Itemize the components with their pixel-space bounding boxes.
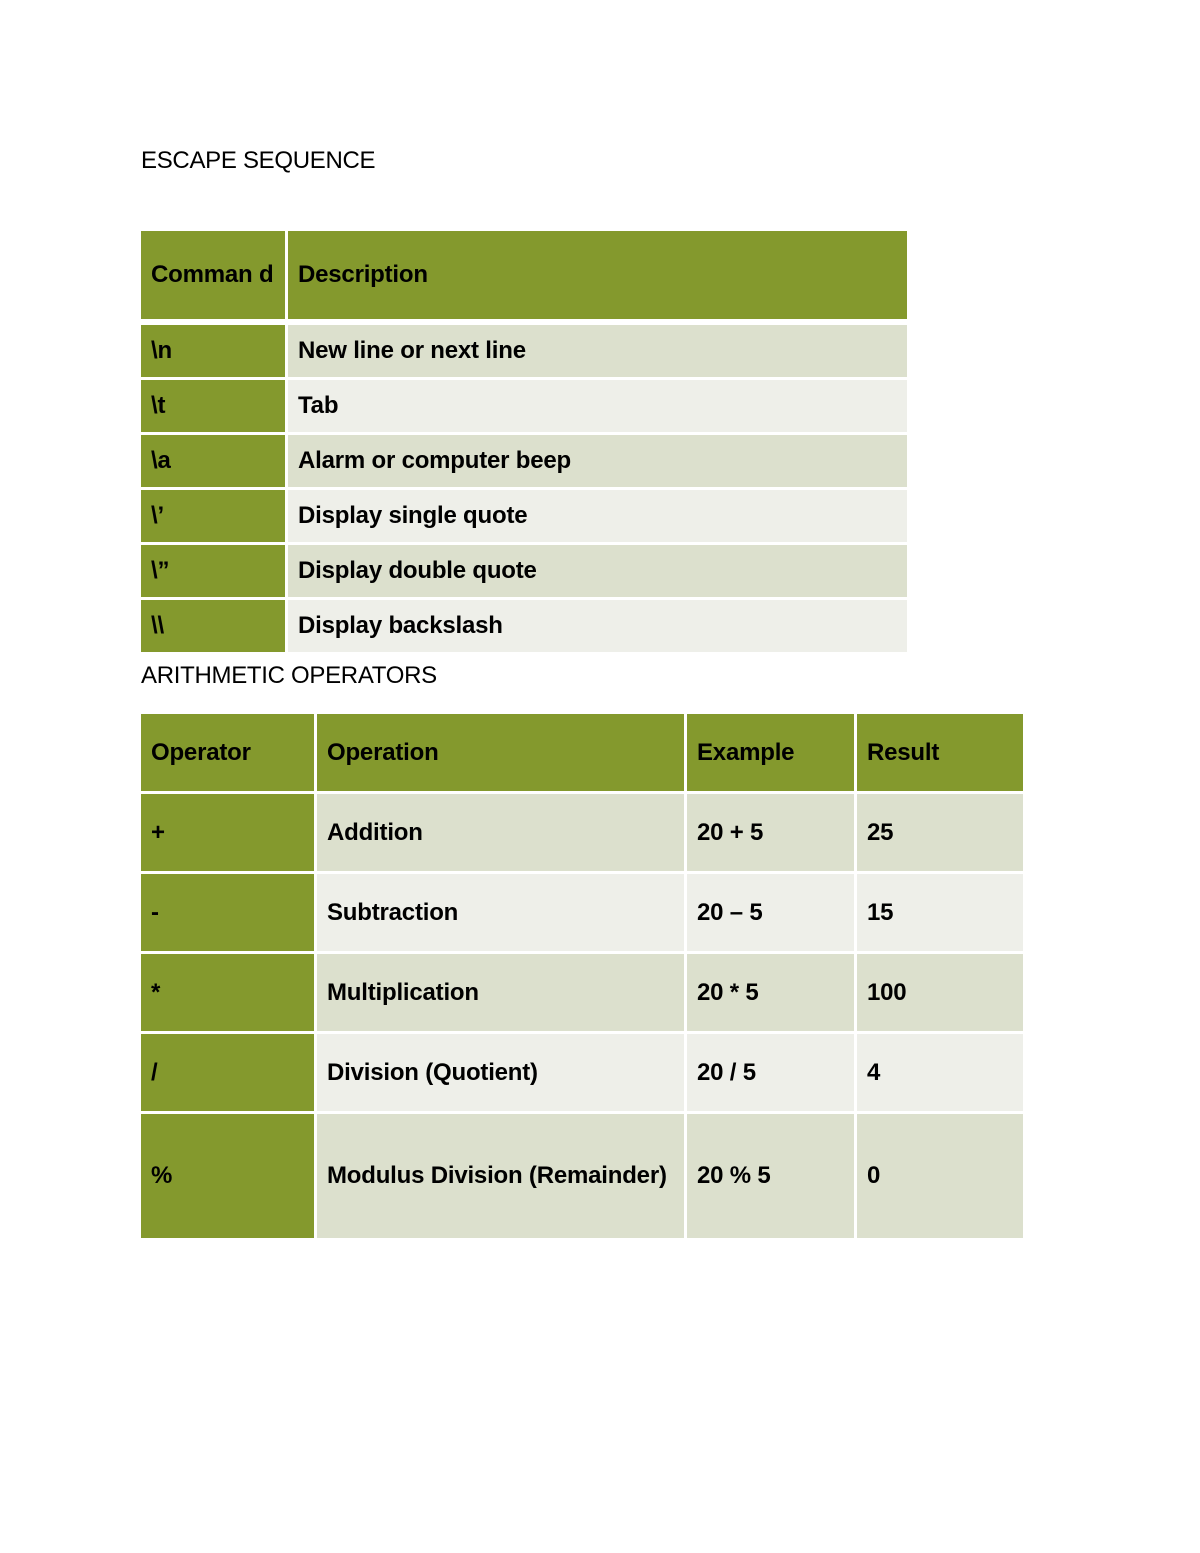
escape-sequence-heading: ESCAPE SEQUENCE bbox=[141, 147, 376, 174]
operator-cell: % bbox=[141, 1114, 314, 1238]
table-row bbox=[141, 794, 1023, 871]
example-cell: 20 / 5 bbox=[687, 1034, 854, 1111]
arithmetic-table-header bbox=[141, 714, 1023, 791]
example-cell: 20 – 5 bbox=[687, 874, 854, 951]
operation-cell: Division (Quotient) bbox=[317, 1034, 684, 1111]
table-row bbox=[141, 490, 907, 542]
table-row bbox=[141, 545, 907, 597]
result-column-header: Result bbox=[857, 714, 1023, 791]
example-cell: 20 % 5 bbox=[687, 1114, 854, 1238]
result-cell: 0 bbox=[857, 1114, 1023, 1238]
example-cell: 20 * 5 bbox=[687, 954, 854, 1031]
operator-cell: * bbox=[141, 954, 314, 1031]
escape-command-cell: \t bbox=[141, 380, 285, 432]
escape-description-cell: New line or next line bbox=[288, 325, 907, 377]
table-row bbox=[141, 435, 907, 487]
operation-cell: Multiplication bbox=[317, 954, 684, 1031]
operation-cell: Modulus Division (Remainder) bbox=[317, 1114, 684, 1238]
example-cell: 20 + 5 bbox=[687, 794, 854, 871]
escape-command-cell: \n bbox=[141, 325, 285, 377]
escape-description-cell: Tab bbox=[288, 380, 907, 432]
operator-cell: / bbox=[141, 1034, 314, 1111]
operator-column-header: Operator bbox=[141, 714, 314, 791]
result-cell: 100 bbox=[857, 954, 1023, 1031]
example-column-header: Example bbox=[687, 714, 854, 791]
escape-sequence-table bbox=[138, 228, 910, 655]
operation-cell: Addition bbox=[317, 794, 684, 871]
operation-column-header: Operation bbox=[317, 714, 684, 791]
table-row bbox=[141, 1034, 1023, 1111]
result-cell: 15 bbox=[857, 874, 1023, 951]
escape-description-cell: Display backslash bbox=[288, 600, 907, 652]
escape-command-cell: \\ bbox=[141, 600, 285, 652]
escape-description-cell: Display double quote bbox=[288, 545, 907, 597]
arithmetic-operators-table bbox=[138, 711, 1026, 1241]
description-column-header: Description bbox=[288, 231, 907, 319]
escape-description-cell: Display single quote bbox=[288, 490, 907, 542]
result-cell: 4 bbox=[857, 1034, 1023, 1111]
table-row bbox=[141, 954, 1023, 1031]
result-cell: 25 bbox=[857, 794, 1023, 871]
table-row bbox=[141, 380, 907, 432]
table-row bbox=[141, 600, 907, 652]
escape-table-header bbox=[141, 231, 907, 319]
escape-command-cell: \’ bbox=[141, 490, 285, 542]
arithmetic-operators-heading: ARITHMETIC OPERATORS bbox=[141, 662, 437, 689]
operator-cell: + bbox=[141, 794, 314, 871]
table-row bbox=[141, 1114, 1023, 1238]
table-row bbox=[141, 325, 907, 377]
escape-command-cell: \” bbox=[141, 545, 285, 597]
operator-cell: - bbox=[141, 874, 314, 951]
table-row bbox=[141, 874, 1023, 951]
escape-command-cell: \a bbox=[141, 435, 285, 487]
command-column-header: Comman d bbox=[141, 231, 285, 319]
escape-description-cell: Alarm or computer beep bbox=[288, 435, 907, 487]
operation-cell: Subtraction bbox=[317, 874, 684, 951]
